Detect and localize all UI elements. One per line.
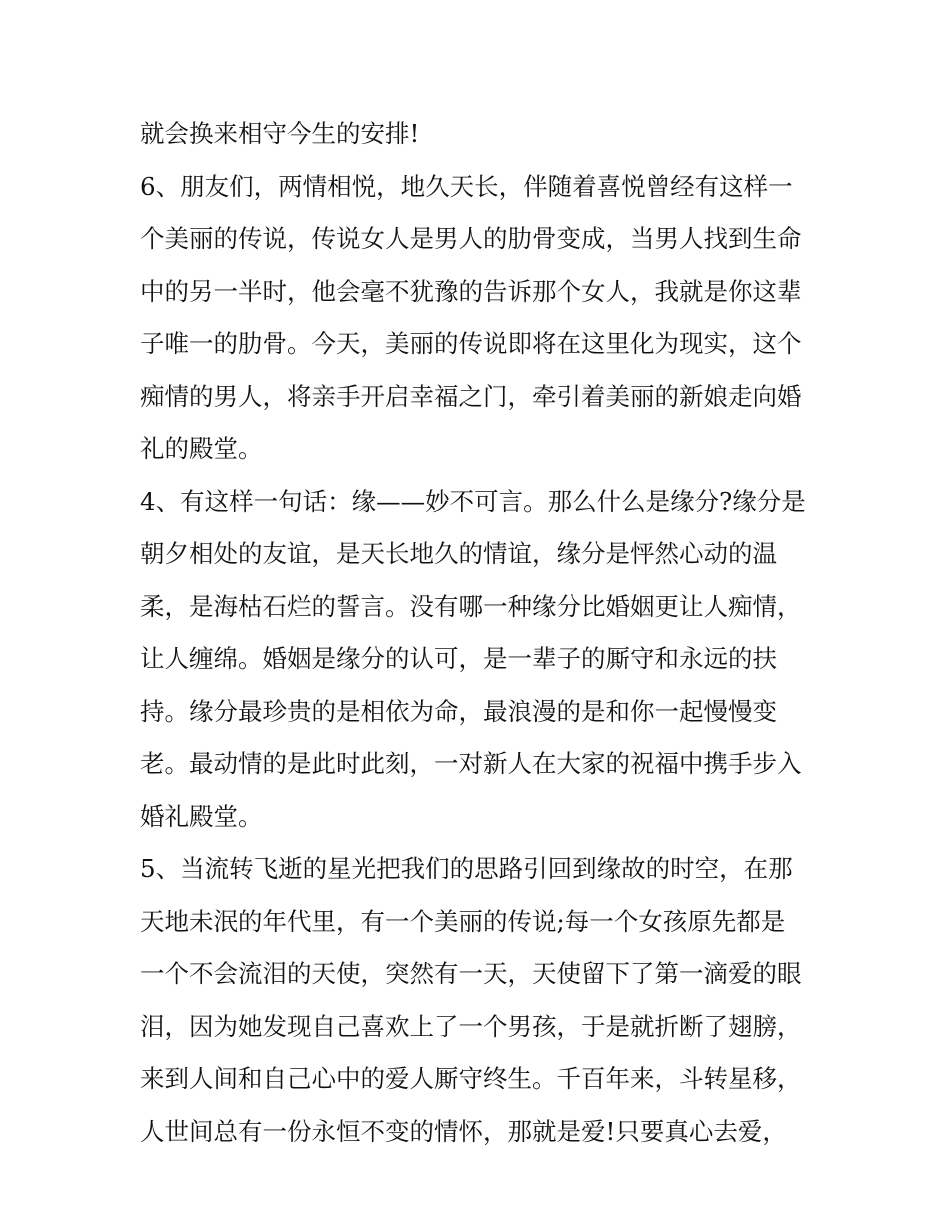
text-line: 个美丽的传说，传说女人是男人的肋骨变成，当男人找到生命 <box>140 224 802 253</box>
text-line: 痴情的男人，将亲手开启幸福之门，牵引着美丽的新娘走向婚 <box>140 381 802 411</box>
text-line: 5、当流转飞逝的星光把我们的思路引回到缘故的时空，在那 <box>140 854 793 883</box>
text-line: 子唯一的肋骨。今天，美丽的传说即将在这里化为现实，这个 <box>140 329 802 358</box>
text-line: 中的另一半时，他会毫不犹豫的告诉那个女人，我就是你这辈 <box>140 276 802 306</box>
text-line: 泪，因为她发现自己喜欢上了一个男孩，于是就折断了翅膀， <box>140 1011 802 1041</box>
text-line: 柔，是海枯石烂的誓言。没有哪一种缘分比婚姻更让人痴情， <box>140 591 802 621</box>
text-line: 就会换来相守今生的安排! <box>140 119 420 148</box>
text-line: 4、有这样一句话：缘——妙不可言。那么什么是缘分?缘分是 <box>140 486 806 516</box>
text-line: 婚礼殿堂。 <box>140 801 263 831</box>
document-body <box>140 108 820 1158</box>
text-line: 来到人间和自己心中的爱人厮守终生。千百年来，斗转星移， <box>140 1064 802 1093</box>
text-line: 人世间总有一份永恒不变的情怀，那就是爱!只要真心去爱， <box>140 1116 787 1146</box>
text-line: 6、朋友们，两情相悦，地久天长，伴随着喜悦曾经有这样一 <box>140 171 793 201</box>
text-line: 一个不会流泪的天使，突然有一天，天使留下了第一滴爱的眼 <box>140 959 802 988</box>
text-line: 老。最动情的是此时此刻，一对新人在大家的祝福中携手步入 <box>140 749 802 778</box>
text-line: 朝夕相处的友谊，是天长地久的情谊，缘分是怦然心动的温 <box>140 539 777 568</box>
text-line: 让人缠绵。婚姻是缘分的认可，是一辈子的厮守和永远的扶 <box>140 644 777 673</box>
text-line: 礼的殿堂。 <box>140 434 263 463</box>
text-line: 持。缘分最珍贵的是相依为命，最浪漫的是和你一起慢慢变 <box>140 696 777 726</box>
text-line: 天地未泯的年代里，有一个美丽的传说;每一个女孩原先都是 <box>140 906 786 936</box>
